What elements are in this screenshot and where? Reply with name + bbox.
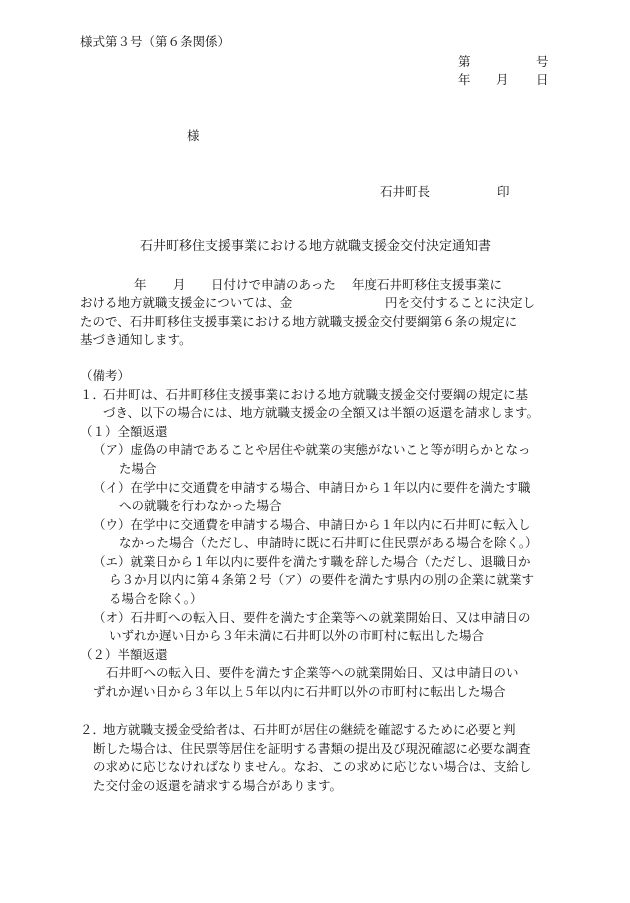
body-amount-prefix: おける地方就職支援金については、金 bbox=[80, 295, 293, 310]
case-o-line-2: いずれか遅い日から３年未満に石井町以外の市町村に転出した場合 bbox=[109, 628, 485, 643]
case-u-line-1: （ウ）在学中に交通費を申請する場合、申請日から１年以内に石井町に転入し bbox=[93, 517, 531, 532]
body-day-text: 日付けで申請のあった bbox=[211, 277, 336, 292]
doc-number-go: 号 bbox=[536, 54, 549, 69]
form-label: 様式第３号（第６条関係） bbox=[80, 34, 231, 49]
case-e-line-3: る場合を除く。） bbox=[109, 591, 203, 606]
half-repayment-line-1: 石井町への転入日、要件を満たす企業等への就業開始日、又は申請日のい bbox=[106, 665, 519, 680]
addressee-sama: 様 bbox=[187, 128, 200, 143]
document-title: 石井町移住支援事業における地方就職支援金交付決定通知書 bbox=[140, 239, 492, 254]
notes-heading: （備考） bbox=[80, 368, 131, 383]
body-line-4: 基づき通知します。 bbox=[80, 332, 192, 347]
note-1-line-1: 石井町は、石井町移住支援事業における地方就職支援金交付要綱の規定に基 bbox=[103, 387, 529, 402]
body-year: 年 bbox=[134, 277, 147, 292]
body-amount-suffix: 円を交付することに決定し bbox=[385, 295, 536, 310]
half-repayment-line-2: ずれか遅い日から３年以上５年以内に石井町以外の市町村に転出した場合 bbox=[93, 684, 506, 699]
body-line-3: たので、石井町移住支援事業における地方就職支援金交付要綱第６条の規定に bbox=[80, 314, 518, 329]
case-i-line-1: （イ）在学中に交通費を申請する場合、申請日から１年以内に要件を満たす職 bbox=[93, 480, 531, 495]
doc-number-dai: 第 bbox=[458, 54, 471, 69]
case-u-line-2: なかった場合（ただし、申請時に既に石井町に住民票がある場合を除く。） bbox=[119, 535, 538, 550]
case-i-line-2: への就職を行わなかった場合 bbox=[119, 498, 282, 513]
note-2-line-3: の求めに応じなければなりません。なお、この求めに応じない場合は、支給し bbox=[93, 759, 532, 774]
case-a-line-1: （ア）虚偽の申請であることや居住や就業の実態がないこと等が明らかとなっ bbox=[93, 442, 531, 457]
body-month: 月 bbox=[173, 277, 186, 292]
case-e-line-2: ら３か月以内に第４条第２号（ア）の要件を満たす県内の別の企業に就業す bbox=[109, 572, 535, 587]
note-2-line-1: 地方就職支援金受給者は、石井町が居住の継続を確認するために必要と判 bbox=[103, 722, 516, 737]
note-1-line-2: づき、以下の場合には、地方就職支援金の全額又は半額の返還を請求します。 bbox=[103, 405, 540, 420]
note-2-line-2: 断した場合は、住民票等居住を証明する書類の提出及び現況確認に必要な調査 bbox=[93, 741, 531, 756]
full-repayment-heading: （１）全額返還 bbox=[80, 424, 168, 439]
issuer-name: 石井町長 bbox=[380, 184, 431, 199]
date-year: 年 bbox=[458, 72, 471, 87]
note-2-line-4: た交付金の返還を請求する場合があります。 bbox=[93, 778, 343, 793]
date-month: 月 bbox=[496, 72, 509, 87]
case-o-line-1: （オ）石井町への転入日、要件を満たす企業等への就業開始日、又は申請日の bbox=[93, 610, 531, 625]
body-fy-text: 年度石井町移住支援事業に bbox=[352, 277, 503, 292]
date-day: 日 bbox=[536, 72, 549, 87]
note-2-number: ２． bbox=[80, 722, 106, 737]
half-repayment-heading: （２）半額返還 bbox=[80, 647, 168, 662]
case-e-line-1: （エ）就業日から１年以内に要件を満たす職を辞した場合（ただし、退職日か bbox=[93, 554, 531, 569]
case-a-line-2: た場合 bbox=[119, 461, 157, 476]
note-1-number: １． bbox=[80, 387, 106, 402]
issuer-seal: 印 bbox=[497, 184, 510, 199]
